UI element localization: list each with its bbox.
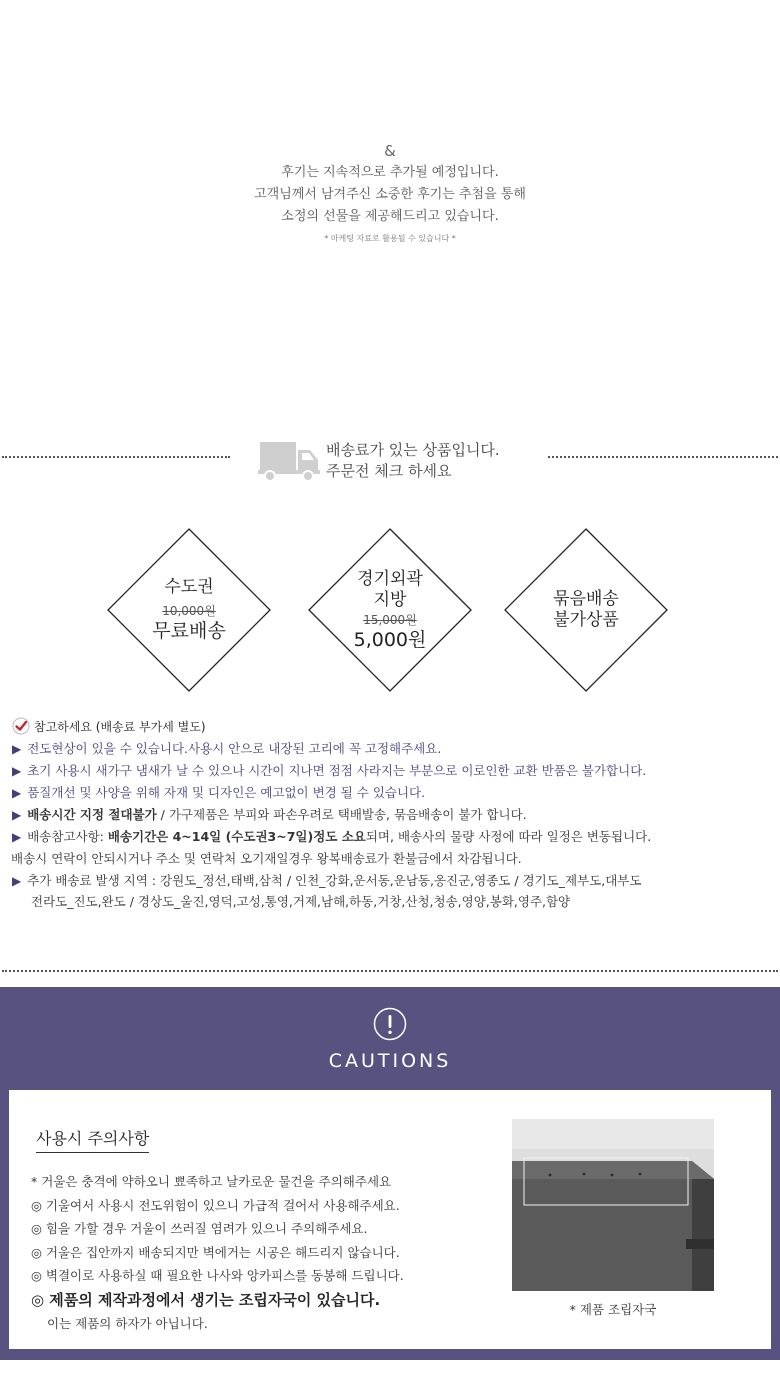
check-circle-icon <box>12 717 30 735</box>
caution-item: ◎ 벽결이로 사용하실 때 필요한 나사와 앙카피스를 동봉해 드립니다. <box>31 1268 404 1283</box>
zone-title: 수도권 <box>164 577 214 597</box>
cautions-box <box>9 1090 771 1349</box>
note-delivery-period: ▶ 배송참고사항: 배송기간은 4~14일 (수도권3~7일)정도 소요되며, 배송사의 물량 사정에 따라 일정은 변동됩니다. <box>12 829 652 844</box>
arrow-right-icon: ▶ <box>12 786 22 800</box>
zone-title-line-2: 지방 <box>373 589 407 610</box>
caution-item-not-defect: 이는 제품의 하자가 아닙니다. <box>47 1315 208 1331</box>
dotted-divider-right <box>548 456 778 458</box>
review-marketing-note: * 마케팅 자료로 활용될 수 있습니다 * <box>324 234 456 243</box>
review-line-2: 고객님께서 남겨주신 소중한 후기는 추첨을 통해 <box>254 187 526 202</box>
cautions-title: CAUTIONS <box>328 1050 452 1072</box>
arrow-right-icon: ▶ <box>12 808 22 822</box>
bundle-shipping-diamond <box>504 528 668 692</box>
shipping-line-2: 주문전 체크 하세요 <box>326 462 452 480</box>
note-delivery-time: ▶ 배송시간 지정 절대불가 / 가구제품은 부피와 파손우려로 택배발송, 묶음배송이 불가 합니다. <box>12 807 527 822</box>
notes-header-text: 참고하세요 (배송료 부가세 별도) <box>34 719 206 734</box>
note-item: ▶ 품질개선 및 사양을 위해 자재 및 디자인은 예고없이 변경 될 수 있습니다. <box>12 785 426 800</box>
arrow-right-icon: ▶ <box>12 764 22 778</box>
shipping-notes <box>12 714 772 911</box>
arrow-right-icon: ▶ <box>12 830 22 844</box>
zone-price: 5,000원 <box>353 628 427 651</box>
caution-item: ◎ 거울은 집안까지 배송되지만 벽에거는 시공은 해드리지 않습니다. <box>31 1244 400 1260</box>
zone-title-line-1: 경기외곽 <box>357 568 423 589</box>
shipping-line-1: 배송료가 있는 상품입니다. <box>326 441 500 459</box>
cautions-list <box>31 1170 404 1336</box>
photo-caption: * 제품 조립자국 <box>569 1302 657 1317</box>
review-line-3: 소정의 선물을 제공해드리고 있습니다. <box>281 209 499 224</box>
caution-item: * 거울은 충격에 약하오니 뾰족하고 날카로운 물건을 주의해주세요 <box>31 1174 392 1189</box>
assembly-marks-photo <box>512 1119 714 1291</box>
caution-item-assembly-marks: ◎ 제품의 제작과정에서 생기는 조립자국이 있습니다. <box>31 1290 381 1309</box>
original-price: 15,000원 <box>363 612 417 627</box>
note-item: ▶ 초기 사용시 새가구 냄새가 날 수 있으나 시간이 지나면 점점 사라지는 부분으로 이로인한 교환 반품은 불가합니다. <box>12 763 647 778</box>
zone-price: 무료배송 <box>152 620 226 642</box>
dotted-divider-left <box>2 456 230 458</box>
original-price: 10,000원 <box>162 604 216 618</box>
shipping-notice <box>258 438 548 484</box>
notes-header <box>12 714 772 738</box>
usage-cautions-title: 사용시 주의사항 <box>36 1128 149 1153</box>
bundle-line-1: 묶음배송 <box>553 589 619 609</box>
zone-capital-diamond <box>107 528 271 692</box>
caution-item: ◎ 기울여서 사용시 전도위험이 있으니 가급적 걸어서 사용해주세요. <box>31 1197 400 1213</box>
ampersand-symbol: & <box>384 142 396 160</box>
zone-outer-diamond <box>308 528 472 692</box>
review-notice <box>0 140 780 248</box>
note-contact: 배송시 연락이 안되시거나 주소 및 연락처 오기재일경우 왕복배송료가 환불금에서 차감됩니다. <box>11 851 522 866</box>
exclamation-circle-icon <box>373 1007 407 1041</box>
caution-item: ◎ 힘을 가할 경우 거울이 쓰러질 염려가 있으니 주의해주세요. <box>31 1221 368 1236</box>
arrow-right-icon: ▶ <box>12 742 22 756</box>
dotted-divider-bottom <box>2 970 778 972</box>
arrow-right-icon: ▶ <box>12 874 22 888</box>
note-extra-fee-regions: ▶ 추가 배송료 발생 지역 : 강원도_정선,태백,삼척 / 인천_강화,운서동,운남동,옹진군,영종도 / 경기도_제부도,대부도 전라도_진도,완도 / 경상도_울진,영덕,고성,통영,거제,남해,하동,거창,산청,청송,영양,봉화,영주,함양 <box>12 873 642 909</box>
product-photo-image <box>512 1119 714 1291</box>
truck-icon <box>258 440 320 482</box>
review-line-1: 후기는 지속적으로 추가될 예정입니다. <box>281 165 499 180</box>
shipping-text <box>326 440 500 482</box>
bundle-line-2: 불가상품 <box>553 610 619 630</box>
note-item: ▶ 전도현상이 있을 수 있습니다.사용시 안으로 내장된 고리에 꼭 고정해주세요. <box>12 741 442 756</box>
